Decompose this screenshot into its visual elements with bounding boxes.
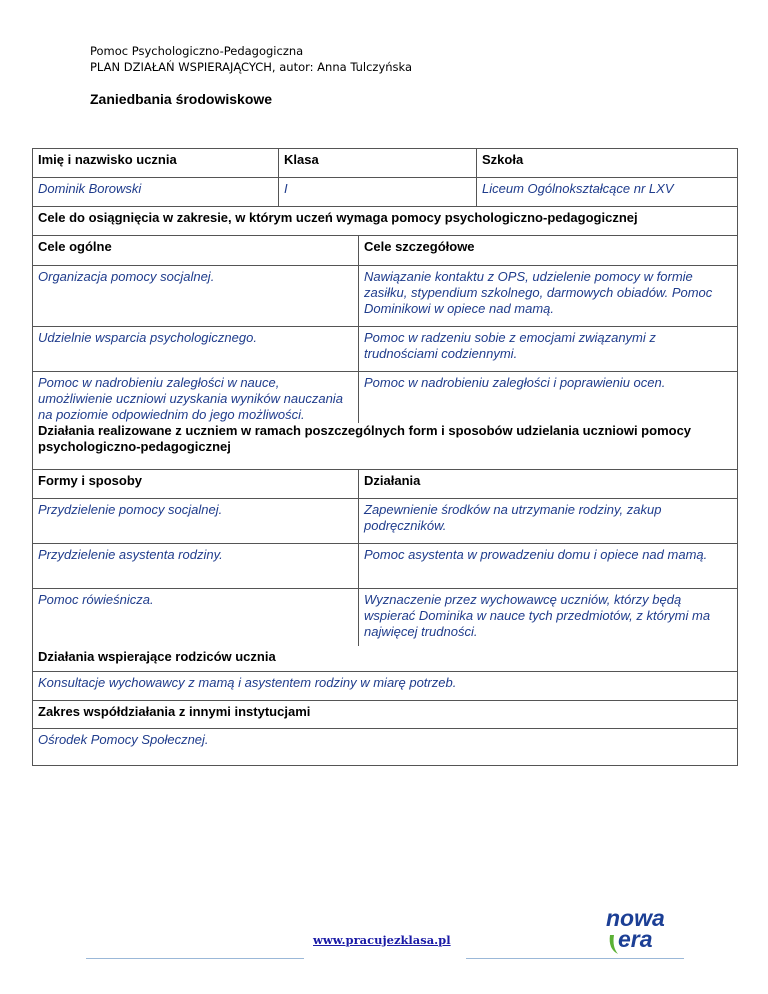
action-form: Pomoc rówieśnicza.	[33, 588, 359, 646]
footer-divider-left	[86, 958, 304, 959]
footer-divider-right	[466, 958, 684, 959]
name-label: Imię i nazwisko ucznia	[33, 149, 279, 178]
class-label: Klasa	[279, 149, 477, 178]
actions-label-row	[33, 469, 738, 498]
action-detail: Pomoc asystenta w prowadzeniu domu i opiece nad mamą.	[359, 543, 738, 588]
plan-table	[32, 148, 738, 766]
action-detail: Wyznaczenie przez wychowawcę uczniów, którzy będą wspierać Dominika w nauce tych przedmiotów, z którymi ma najwięcej trudności.	[359, 588, 738, 646]
logo-swoosh-icon	[610, 935, 618, 954]
actions-label: Działania	[359, 469, 738, 498]
specific-goal: Pomoc w radzeniu sobie z emocjami związanymi z trudnościami codziennymi.	[359, 327, 738, 372]
student-school: Liceum Ogólnokształcące nr LXV	[477, 178, 738, 207]
student-value-row	[33, 178, 738, 207]
school-label: Szkoła	[477, 149, 738, 178]
goals-heading: Cele do osiągnięcia w zakresie, w którym uczeń wymaga pomocy psychologiczno-pedagogicznej	[33, 207, 738, 236]
general-goal: Pomoc w nadrobieniu zaległości w nauce, umożliwienie uczniowi uzyskania wyników nauczania na poziomie odpowiednim do jego możliwości.	[33, 372, 359, 424]
goals-label-row	[33, 236, 738, 266]
action-row	[33, 588, 738, 646]
parents-text: Konsultacje wychowawcy z mamą i asystentem rodziny w miarę potrzeb.	[33, 671, 738, 700]
general-goal: Organizacja pomocy socjalnej.	[33, 266, 359, 327]
action-detail: Zapewnienie środków na utrzymanie rodziny, zakup podręczników.	[359, 498, 738, 543]
footer-website-link[interactable]: www.pracujezklasa.pl	[313, 933, 451, 947]
nowa-era-logo	[604, 905, 678, 957]
actions-heading-row	[33, 423, 738, 469]
header-line-1: Pomoc Psychologiczno-Pedagogiczna	[90, 44, 304, 58]
general-goal: Udzielnie wsparcia psychologicznego.	[33, 327, 359, 372]
action-row	[33, 543, 738, 588]
parents-heading: Działania wspierające rodziców ucznia	[33, 646, 738, 672]
logo-text-nowa: nowa	[606, 905, 665, 931]
institutions-heading-row	[33, 700, 738, 728]
student-header-row	[33, 149, 738, 178]
goal-row	[33, 327, 738, 372]
goal-row	[33, 266, 738, 327]
logo-text-era: era	[618, 926, 653, 952]
student-class: I	[279, 178, 477, 207]
parents-row	[33, 671, 738, 700]
goal-row	[33, 372, 738, 424]
action-form: Przydzielenie asystenta rodziny.	[33, 543, 359, 588]
parents-heading-row	[33, 646, 738, 672]
institutions-heading: Zakres współdziałania z innymi instytucjami	[33, 700, 738, 728]
institutions-text: Ośrodek Pomocy Społecznej.	[33, 728, 738, 765]
institutions-row	[33, 728, 738, 765]
action-row	[33, 498, 738, 543]
specific-goal: Pomoc w nadrobieniu zaległości i poprawieniu ocen.	[359, 372, 738, 424]
header-line-2: PLAN DZIAŁAŃ WSPIERAJĄCYCH, autor: Anna Tulczyńska	[90, 60, 413, 74]
actions-heading: Działania realizowane z uczniem w ramach poszczególnych form i sposobów udzielania uczniowi pomocy psychologiczno-pedagogicznej	[33, 423, 738, 469]
specific-goal: Nawiązanie kontaktu z OPS, udzielenie pomocy w formie zasiłku, stypendium szkolnego, darmowych obiadów. Pomoc Dominikowi w opiece nad mamą.	[359, 266, 738, 327]
student-name: Dominik Borowski	[33, 178, 279, 207]
goals-heading-row	[33, 207, 738, 236]
specific-goals-label: Cele szczegółowe	[359, 236, 738, 266]
general-goals-label: Cele ogólne	[33, 236, 359, 266]
page-header	[90, 43, 412, 75]
document-title: Zaniedbania środowiskowe	[90, 91, 273, 107]
action-form: Przydzielenie pomocy socjalnej.	[33, 498, 359, 543]
forms-label: Formy i sposoby	[33, 469, 359, 498]
